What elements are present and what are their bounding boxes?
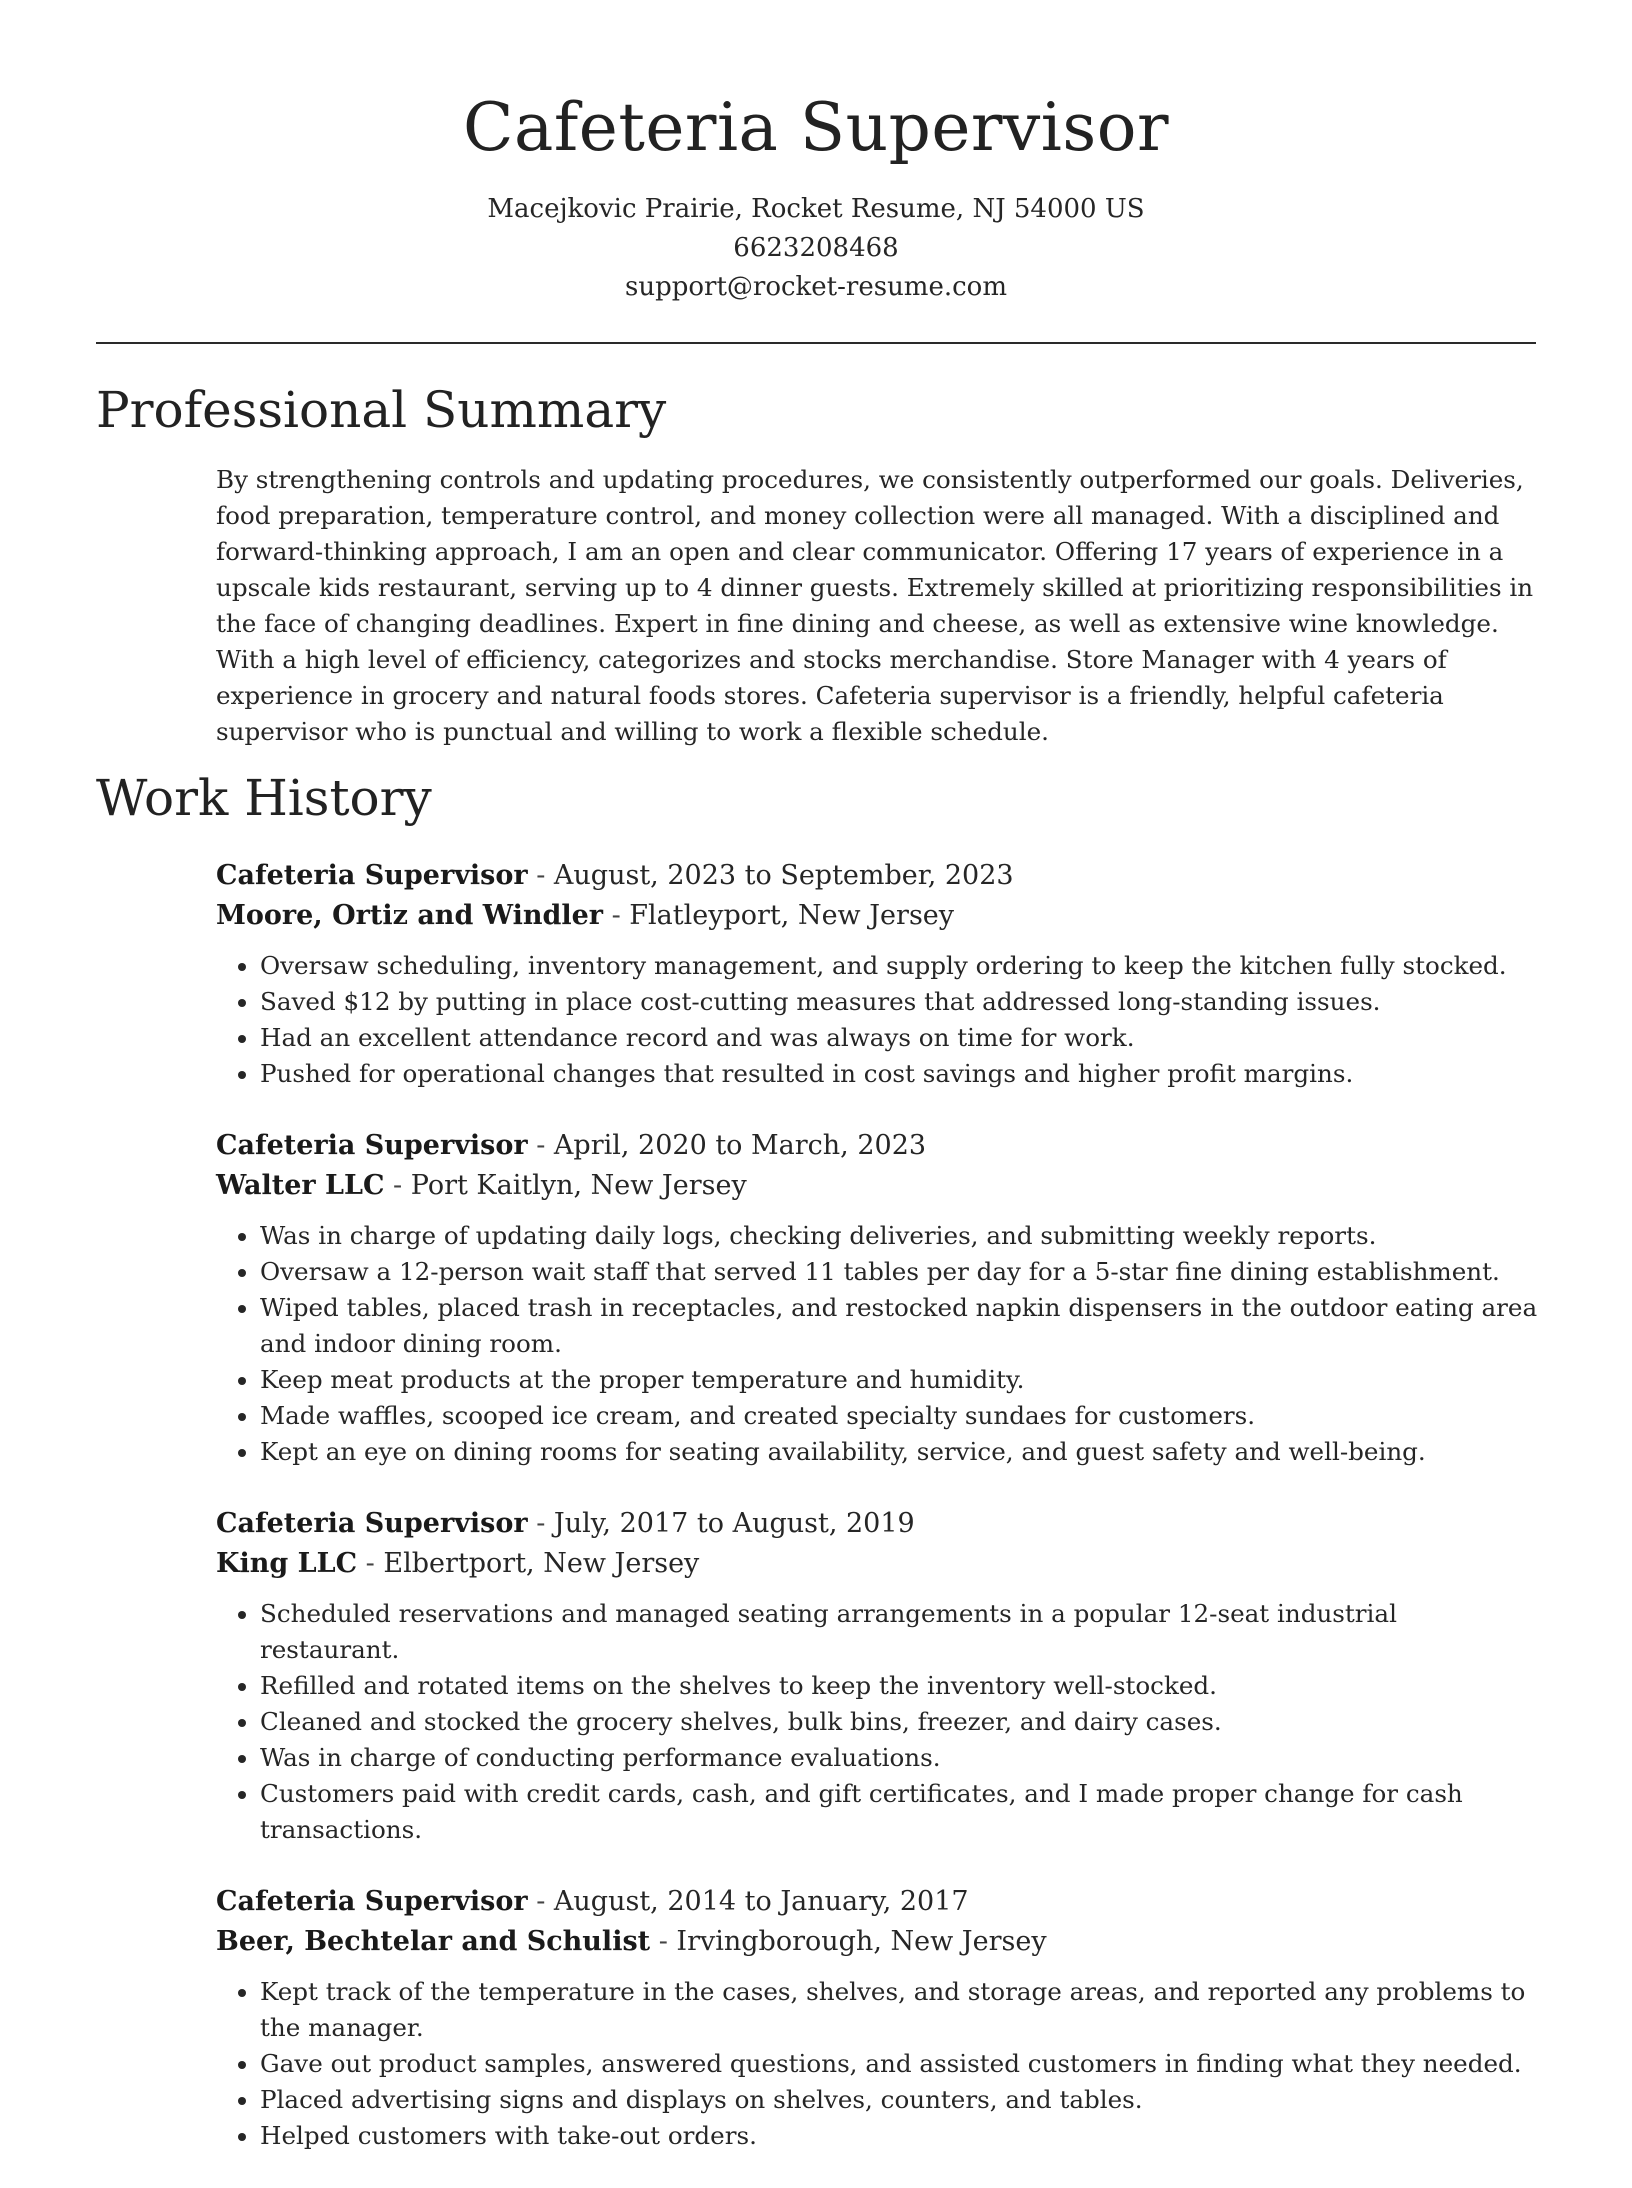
- job-bullet: • Placed advertising signs and displays on shelves, counters, and tables.: [260, 2082, 1538, 2118]
- separator: -: [650, 1926, 677, 1957]
- separator: -: [527, 1508, 554, 1539]
- job-bullets: [216, 1596, 1538, 1848]
- job-title-line: [216, 1504, 1538, 1544]
- job-bullet: • Oversaw scheduling, inventory management, and supply ordering to keep the kitchen fully stocked.: [260, 948, 1538, 984]
- job-dates: July, 2017 to August, 2019: [553, 1508, 915, 1539]
- job-entry: [216, 1504, 1538, 1848]
- job-bullet: • Cleaned and stocked the grocery shelves, bulk bins, freezer, and dairy cases.: [260, 1704, 1538, 1740]
- job-bullet: • Saved $12 by putting in place cost-cutting measures that addressed long-standing issues.: [260, 984, 1538, 1020]
- job-entry: [216, 856, 1538, 1092]
- job-bullet: • Keep meat products at the proper temperature and humidity.: [260, 1362, 1538, 1398]
- job-company: King LLC: [216, 1548, 358, 1579]
- job-title-line: [216, 856, 1538, 896]
- separator: -: [384, 1170, 411, 1201]
- job-bullet: • Oversaw a 12-person wait staff that served 11 tables per day for a 5-star fine dining establishment.: [260, 1254, 1538, 1290]
- job-dates: August, 2014 to January, 2017: [553, 1886, 969, 1917]
- separator: -: [357, 1548, 384, 1579]
- job-dates: April, 2020 to March, 2023: [553, 1130, 927, 1161]
- job-company: Moore, Ortiz and Windler: [216, 900, 603, 931]
- job-role: Cafeteria Supervisor: [216, 1130, 528, 1161]
- job-bullet: • Scheduled reservations and managed seating arrangements in a popular 12-seat industrial restaurant.: [260, 1596, 1538, 1668]
- job-location: Irvingborough, New Jersey: [676, 1926, 1047, 1957]
- job-company-line: [216, 1166, 1538, 1206]
- separator: -: [603, 900, 630, 931]
- contact-email: support@rocket-resume.com: [624, 272, 1007, 302]
- job-bullet: • Customers paid with credit cards, cash, and gift certificates, and I made proper change for cash transactions.: [260, 1776, 1538, 1848]
- job-bullet: • Helped customers with take-out orders.: [260, 2118, 1538, 2154]
- job-company: Beer, Bechtelar and Schulist: [216, 1926, 651, 1957]
- job-bullets: [216, 948, 1538, 1092]
- job-bullet: • Refilled and rotated items on the shelves to keep the inventory well-stocked.: [260, 1668, 1538, 1704]
- job-company-line: [216, 1922, 1538, 1962]
- job-location: Port Kaitlyn, New Jersey: [410, 1170, 747, 1201]
- contact-info: [0, 190, 1632, 307]
- summary-text: By strengthening controls and updating procedures, we consistently outperformed our goals. Deliveries, food preparation, temperature control, and money collection were all managed. With a disciplined and forward-thinking approach, I am an open and clear communicator. Offering 17 years of experience in a upscale kids restaurant, serving up to 4 dinner guests. Extremely skilled at prioritizing responsibilities in the face of changing deadlines. Expert in fine dining and cheese, as well as extensive wine knowledge. With a high level of efficiency, categorizes and stocks merchandise. Store Manager with 4 years of experience in grocery and natural foods stores. Cafeteria supervisor is a friendly, helpful cafeteria supervisor who is punctual and willing to work a flexible schedule.: [216, 465, 1534, 746]
- separator: -: [527, 860, 554, 891]
- job-title-line: [216, 1882, 1538, 1922]
- separator: -: [527, 1886, 554, 1917]
- job-entry: [216, 1882, 1538, 2154]
- work-history-heading: Work History: [96, 769, 432, 827]
- job-bullet: • Kept an eye on dining rooms for seating availability, service, and guest safety and well-being.: [260, 1434, 1538, 1470]
- work-history-list: [216, 856, 1538, 2188]
- resume-header: [0, 0, 1632, 307]
- header-divider: [96, 342, 1536, 344]
- job-role: Cafeteria Supervisor: [216, 1508, 528, 1539]
- job-bullet: • Was in charge of conducting performance evaluations.: [260, 1740, 1538, 1776]
- separator: -: [527, 1130, 554, 1161]
- job-bullets: [216, 1218, 1538, 1470]
- job-dates: August, 2023 to September, 2023: [553, 860, 1014, 891]
- contact-phone: 6623208468: [733, 233, 899, 263]
- job-role: Cafeteria Supervisor: [216, 860, 528, 891]
- job-bullet: • Gave out product samples, answered questions, and assisted customers in finding what they needed.: [260, 2046, 1538, 2082]
- job-bullet: • Made waffles, scooped ice cream, and created specialty sundaes for customers.: [260, 1398, 1538, 1434]
- job-bullet: • Had an excellent attendance record and was always on time for work.: [260, 1020, 1538, 1056]
- job-bullets: [216, 1974, 1538, 2154]
- job-title-line: [216, 1126, 1538, 1166]
- job-company-line: [216, 1544, 1538, 1584]
- job-company-line: [216, 896, 1538, 936]
- job-entry: [216, 1126, 1538, 1470]
- contact-address: Macejkovic Prairie, Rocket Resume, NJ 54000 US: [487, 194, 1145, 224]
- summary-heading: Professional Summary: [96, 381, 667, 439]
- job-company: Walter LLC: [216, 1170, 385, 1201]
- job-bullet: • Wiped tables, placed trash in receptacles, and restocked napkin dispensers in the outdoor eating area and indoor dining room.: [260, 1290, 1538, 1362]
- job-location: Flatleyport, New Jersey: [629, 900, 955, 931]
- job-bullet: • Was in charge of updating daily logs, checking deliveries, and submitting weekly reports.: [260, 1218, 1538, 1254]
- job-location: Elbertport, New Jersey: [383, 1548, 700, 1579]
- job-role: Cafeteria Supervisor: [216, 1886, 528, 1917]
- job-bullet: • Pushed for operational changes that resulted in cost savings and higher profit margins.: [260, 1056, 1538, 1092]
- candidate-name: Cafeteria Supervisor: [462, 89, 1170, 166]
- job-bullet: • Kept track of the temperature in the cases, shelves, and storage areas, and reported any problems to the manager.: [260, 1974, 1538, 2046]
